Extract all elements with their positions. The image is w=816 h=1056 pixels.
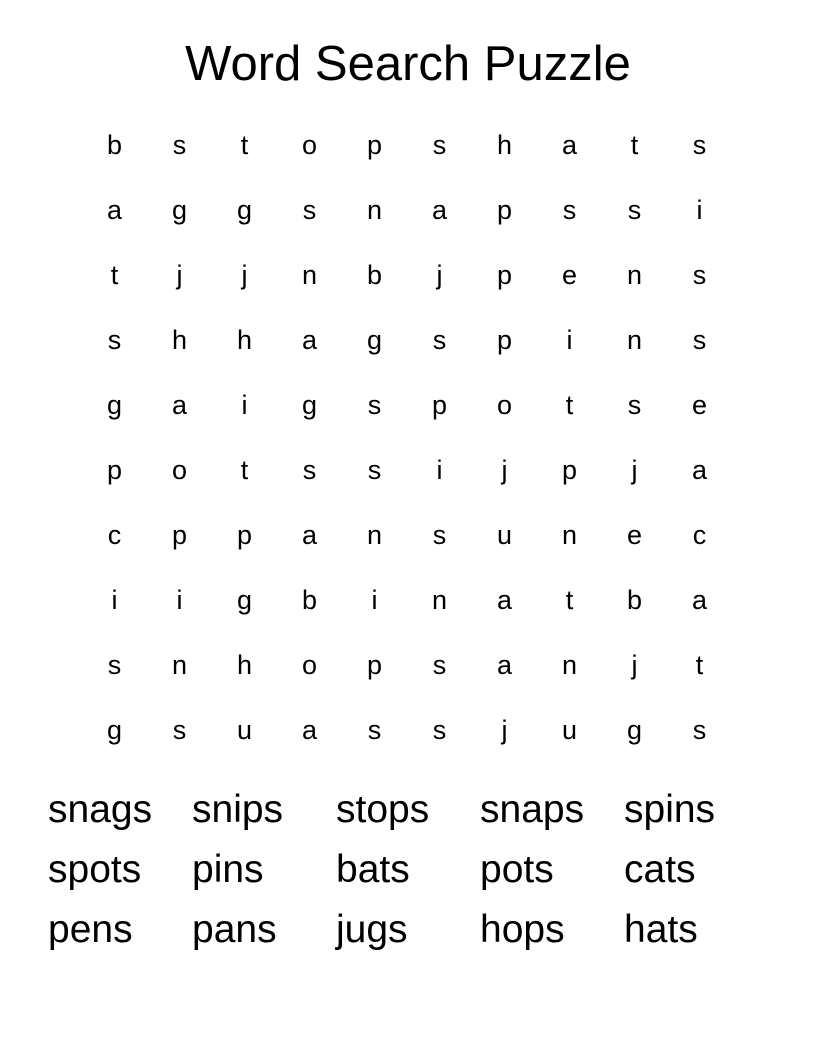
grid-cell: a bbox=[496, 585, 513, 615]
word-list-item: spots bbox=[48, 848, 142, 891]
grid-cell: n bbox=[561, 520, 578, 550]
grid-row bbox=[82, 243, 732, 308]
grid-cell: s bbox=[432, 715, 447, 745]
word-list-item: snaps bbox=[480, 788, 585, 831]
grid-cell: n bbox=[171, 650, 188, 680]
word-list-row bbox=[48, 900, 768, 960]
grid-cell: s bbox=[367, 455, 382, 485]
grid-cell: p bbox=[106, 455, 123, 485]
grid-cell: s bbox=[367, 390, 382, 420]
grid-cell: g bbox=[106, 715, 123, 745]
grid-cell: h bbox=[171, 325, 188, 355]
letter-grid bbox=[82, 113, 732, 763]
grid-row bbox=[82, 373, 732, 438]
grid-row bbox=[82, 308, 732, 373]
grid-cell: a bbox=[561, 130, 578, 160]
grid-row bbox=[82, 503, 732, 568]
grid-cell: s bbox=[432, 520, 447, 550]
grid-cell: j bbox=[631, 650, 638, 680]
word-list-item: jugs bbox=[336, 908, 408, 951]
grid-cell: n bbox=[431, 585, 448, 615]
grid-row bbox=[82, 568, 732, 633]
word-list-item: stops bbox=[336, 788, 430, 831]
grid-cell: i bbox=[436, 455, 443, 485]
grid-row bbox=[82, 698, 732, 763]
word-list-item: snips bbox=[192, 788, 284, 831]
grid-cell: j bbox=[241, 260, 248, 290]
grid-cell: s bbox=[367, 715, 382, 745]
word-list-item: cats bbox=[624, 848, 696, 891]
grid-cell: s bbox=[302, 455, 317, 485]
grid-cell: s bbox=[432, 650, 447, 680]
grid-cell: n bbox=[366, 195, 383, 225]
grid-cell: g bbox=[366, 325, 383, 355]
grid-cell: b bbox=[626, 585, 643, 615]
grid-cell: p bbox=[171, 520, 188, 550]
grid-cell: p bbox=[496, 195, 513, 225]
word-list bbox=[48, 780, 768, 960]
grid-cell: p bbox=[496, 325, 513, 355]
grid-cell: g bbox=[106, 390, 123, 420]
grid-cell: s bbox=[432, 130, 447, 160]
grid-cell: t bbox=[565, 585, 574, 615]
word-list-row bbox=[48, 780, 768, 840]
grid-cell: s bbox=[107, 325, 122, 355]
grid-cell: s bbox=[562, 195, 577, 225]
grid-cell: n bbox=[626, 260, 643, 290]
grid-cell: g bbox=[236, 585, 253, 615]
word-list-row bbox=[48, 840, 768, 900]
grid-cell: b bbox=[301, 585, 318, 615]
grid-cell: h bbox=[496, 130, 513, 160]
grid-row bbox=[82, 113, 732, 178]
word-list-item: pots bbox=[480, 848, 554, 891]
grid-cell: i bbox=[176, 585, 183, 615]
grid-cell: a bbox=[496, 650, 513, 680]
grid-cell: i bbox=[371, 585, 378, 615]
grid-cell: o bbox=[496, 390, 513, 420]
grid-cell: i bbox=[566, 325, 573, 355]
grid-cell: o bbox=[171, 455, 188, 485]
word-list-item: snags bbox=[48, 788, 153, 831]
grid-cell: j bbox=[176, 260, 183, 290]
grid-cell: b bbox=[366, 260, 383, 290]
grid-row bbox=[82, 438, 732, 503]
page-title: Word Search Puzzle bbox=[185, 37, 631, 91]
grid-cell: p bbox=[366, 130, 383, 160]
grid-cell: e bbox=[626, 520, 643, 550]
grid-cell: t bbox=[630, 130, 639, 160]
grid-cell: p bbox=[561, 455, 578, 485]
grid-cell: s bbox=[692, 715, 707, 745]
grid-cell: g bbox=[171, 195, 188, 225]
grid-row bbox=[82, 633, 732, 698]
word-list-item: hops bbox=[480, 908, 565, 951]
grid-cell: n bbox=[366, 520, 383, 550]
word-list-item: hats bbox=[624, 908, 698, 951]
word-list-item: spins bbox=[624, 788, 716, 831]
grid-cell: s bbox=[627, 390, 642, 420]
grid-cell: a bbox=[431, 195, 448, 225]
grid-cell: t bbox=[695, 650, 704, 680]
grid-cell: s bbox=[172, 130, 187, 160]
grid-cell: n bbox=[626, 325, 643, 355]
grid-cell: j bbox=[631, 455, 638, 485]
grid-cell: i bbox=[696, 195, 703, 225]
grid-cell: a bbox=[301, 325, 318, 355]
grid-cell: a bbox=[691, 455, 708, 485]
grid-cell: i bbox=[241, 390, 248, 420]
grid-cell: j bbox=[436, 260, 443, 290]
grid-cell: c bbox=[692, 520, 707, 550]
grid-row bbox=[82, 178, 732, 243]
grid-cell: a bbox=[106, 195, 123, 225]
grid-cell: g bbox=[301, 390, 318, 420]
grid-cell: a bbox=[301, 520, 318, 550]
grid-cell: a bbox=[691, 585, 708, 615]
grid-cell: u bbox=[561, 715, 578, 745]
grid-cell: s bbox=[172, 715, 187, 745]
grid-cell: s bbox=[692, 325, 707, 355]
grid-cell: g bbox=[626, 715, 643, 745]
grid-cell: a bbox=[301, 715, 318, 745]
grid-cell: i bbox=[111, 585, 118, 615]
grid-cell: n bbox=[301, 260, 318, 290]
grid-cell: u bbox=[496, 520, 513, 550]
word-list-item: pins bbox=[192, 848, 264, 891]
grid-cell: s bbox=[692, 130, 707, 160]
grid-cell: p bbox=[366, 650, 383, 680]
grid-cell: s bbox=[432, 325, 447, 355]
grid-cell: t bbox=[565, 390, 574, 420]
grid-cell: j bbox=[501, 715, 508, 745]
grid-cell: u bbox=[236, 715, 253, 745]
grid-cell: g bbox=[236, 195, 253, 225]
grid-cell: o bbox=[301, 130, 318, 160]
word-list-item: pans bbox=[192, 908, 277, 951]
word-list-item: pens bbox=[48, 908, 133, 951]
grid-cell: p bbox=[496, 260, 513, 290]
grid-cell: a bbox=[171, 390, 188, 420]
grid-cell: s bbox=[627, 195, 642, 225]
grid-cell: s bbox=[692, 260, 707, 290]
word-list-item: bats bbox=[336, 848, 410, 891]
grid-cell: t bbox=[240, 455, 249, 485]
grid-cell: t bbox=[240, 130, 249, 160]
grid-cell: s bbox=[107, 650, 122, 680]
grid-cell: s bbox=[302, 195, 317, 225]
grid-cell: t bbox=[110, 260, 119, 290]
grid-cell: h bbox=[236, 325, 253, 355]
grid-cell: j bbox=[501, 455, 508, 485]
grid-cell: p bbox=[431, 390, 448, 420]
grid-cell: e bbox=[561, 260, 578, 290]
grid-cell: e bbox=[691, 390, 708, 420]
grid-cell: o bbox=[301, 650, 318, 680]
grid-cell: b bbox=[106, 130, 123, 160]
grid-cell: n bbox=[561, 650, 578, 680]
grid-cell: h bbox=[236, 650, 253, 680]
grid-cell: c bbox=[107, 520, 122, 550]
grid-cell: p bbox=[236, 520, 253, 550]
